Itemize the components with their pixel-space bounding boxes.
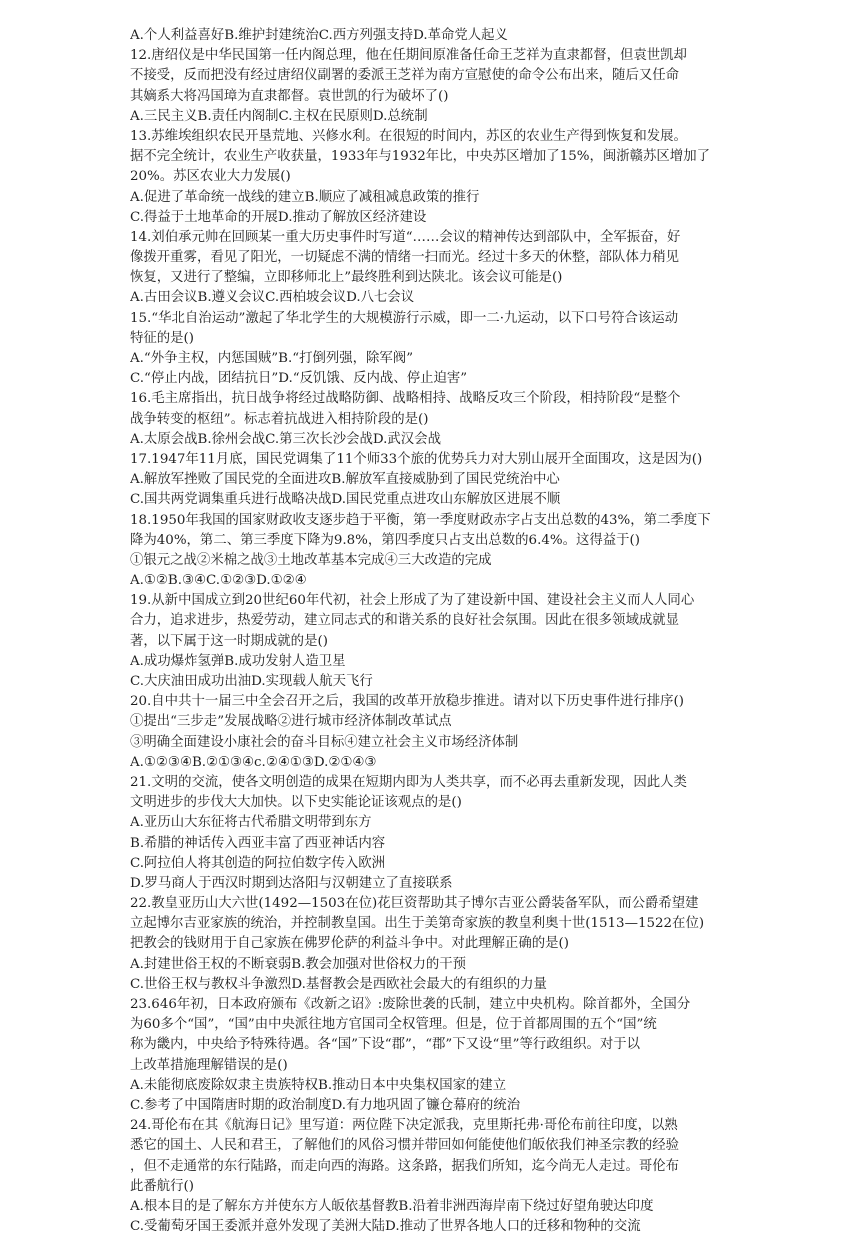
text-line: C.得益于土地革命的开展D.推动了解放区经济建设 — [130, 209, 427, 225]
text-line: 23.646年初，日本政府颁布《改新之诏》:废除世袭的氏制，建立中央机构。除首都外，全国分 — [130, 997, 691, 1012]
text-line: A.封建世俗王权的不断衰弱B.教会加强对世俗权力的干预 — [130, 956, 467, 972]
text-line: 著，以下属于这一时期成就的是() — [130, 633, 328, 649]
text-line: 16.毛主席指出，抗日战争将经过战略防御、战略相持、战略反攻三个阶段，相持阶段“是整个 — [130, 391, 681, 407]
text-line: 24.哥伦布在其《航海日记》里写道：两位陛下决定派我，克里斯托弗·哥伦布前往印度，以熟 — [130, 1118, 678, 1134]
text-line: A.成功爆炸氢弹B.成功发射人造卫星 — [130, 653, 346, 669]
text-line: D.罗马商人于西汉时期到达洛阳与汉朝建立了直接联系 — [130, 875, 453, 891]
text-line: A.古田会议B.遵义会议C.西柏坡会议D.八七会议 — [130, 290, 415, 306]
text-line: ①银元之战②米棉之战③土地改革基本完成④三大改造的完成 — [130, 552, 492, 568]
text-line: ③明确全面建设小康社会的奋斗目标④建立社会主义市场经济体制 — [130, 734, 519, 750]
text-line: C.大庆油田成功出油D.实现载人航天飞行 — [130, 674, 373, 689]
text-line: A.解放军挫败了国民党的全面进攻B.解放军直接威胁到了国民党统治中心 — [130, 472, 560, 488]
text-line: 像拨开重雾，看见了阳光，一切疑虑不满的情绪一扫而光。经过十多天的休整，部队体力稍见 — [130, 250, 680, 266]
text-line: 据不完全统计，农业生产收获量，1933年与1932年比，中央苏区增加了15%，闽浙赣苏区增加了 — [130, 149, 710, 165]
text-line: 上改革措施理解错误的是() — [130, 1057, 288, 1073]
text-line: 降为40%，第二、第三季度下降为9.8%，第四季度只占支出总数的6.4%。这得益于() — [130, 532, 640, 548]
text-line: 把教会的钱财用于自己家族在佛罗伦萨的利益斗争中。对此理解正确的是() — [130, 936, 569, 952]
text-line: 12.唐绍仪是中华民国第一任内阁总理，他在任期间原准备任命王芝祥为直隶都督，但袁世凯却 — [130, 48, 687, 64]
text-line: ，但不走通常的东行陆路，而走向西的海路。这条路，据我们所知，迄今尚无人走过。哥伦布 — [130, 1158, 680, 1174]
text-line: 战争转变的枢纽”。标志着抗战进入相持阶段的是() — [130, 411, 429, 427]
text-line: A.个人利益喜好B.维护封建统治C.西方列强支持D.革命党人起义 — [130, 28, 508, 43]
text-line: 不接受，反而把没有经过唐绍仪副署的委派王芝祥为南方宣慰使的命令公布出来，随后又任命 — [130, 68, 680, 84]
text-line: 22.教皇亚历山大六世(1492—1503在位)花巨资帮助其子博尔吉亚公爵装备军队，而公爵希望建 — [130, 896, 699, 912]
text-line: 其嫡系大将冯国璋为直隶都督。袁世凯的行为破坏了() — [130, 88, 449, 104]
text-line: A.太原会战B.徐州会战C.第三次长沙会战D.武汉会战 — [130, 431, 441, 447]
text-line: A.未能彻底废除奴隶主贵族特权B.推动日本中央集权国家的建立 — [130, 1077, 507, 1093]
text-line: 17.1947年11月底，国民党调集了11个师33个旅的优势兵力对大别山展开全面围攻，这是因为() — [130, 451, 703, 467]
text-line: C.参考了中国隋唐时期的政治制度D.有力地巩固了镰仓幕府的统治 — [130, 1097, 521, 1113]
text-line: 合力，追求进步，热爱劳动，建立同志式的和谐关系的良好社会氛围。因此在很多领域成就显 — [130, 613, 680, 629]
text-line: 21.文明的交流，使各文明创造的成果在短期内即为人类共享，而不必再去重新发现，因此人类 — [130, 774, 687, 790]
text-line: 特征的是() — [130, 330, 195, 346]
text-line: A.①②B.③④C.①②③D.①②④ — [130, 573, 307, 589]
text-line: 此番航行() — [130, 1178, 195, 1194]
text-line: 立起博尔吉亚家族的统治，并控制教皇国。出生于美第奇家族的教皇利奥十世(1513—1522在位) — [130, 916, 705, 932]
text-line: A.三民主义B.责任内阁制C.主权在民原则D.总统制 — [130, 108, 428, 124]
text-line: A.亚历山大东征将古代希腊文明带到东方 — [130, 815, 372, 831]
text-line: 20.自中共十一届三中全会召开之后，我国的改革开放稳步推进。请对以下历史事件进行排序() — [130, 694, 684, 710]
text-line: A.根本目的是了解东方并使东方人皈依基督教B.沿着非洲西海岸南下绕过好望角驶达印度 — [130, 1198, 654, 1214]
text-line: 15.“华北自治运动”激起了华北学生的大规模游行示威，即一二·九运动，以下口号符合该运动 — [130, 310, 679, 326]
text-line: C.世俗王权与教权斗争激烈D.基督教会是西欧社会最大的有组织的力量 — [130, 976, 547, 992]
text-line: C.国共两党调集重兵进行战略决战D.国民党重点进攻山东解放区进展不顺 — [130, 492, 561, 508]
text-line: C.受葡萄牙国王委派并意外发现了美洲大陆D.推动了世界各地人口的迁移和物种的交流 — [130, 1219, 641, 1235]
text-line: B.希腊的神话传入西亚丰富了西亚神话内容 — [130, 835, 386, 851]
text-line: 悉它的国土、人民和君王，了解他们的风俗习惯并带回如何能使他们皈依我们神圣宗教的经验 — [130, 1138, 680, 1154]
text-line: 20%。苏区农业大力发展() — [130, 169, 291, 185]
text-line: A.“外争主权，内惩国贼”B.“打倒列强，除军阀” — [130, 351, 414, 366]
text-line: A.①②③④B.②①③④c.②④①③D.②①④③ — [130, 754, 377, 770]
text-line: C.“停止内战，团结抗日”D.“反饥饿、反内战、停止迫害” — [130, 371, 468, 387]
text-line: 为60多个“国”，“国”由中央派往地方官国司全权管理。但是，位于首都周围的五个“国”统 — [130, 1017, 657, 1033]
text-line: C.阿拉伯人将其创造的阿拉伯数字传入欧洲 — [130, 855, 386, 871]
text-line: 13.苏维埃组织农民开垦荒地、兴修水利。在很短的时间内，苏区的农业生产得到恢复和发展。 — [130, 128, 687, 144]
text-line: ①提出“三步走”发展战略②进行城市经济体制改革试点 — [130, 714, 452, 730]
text-line: 14.刘伯承元帅在回顾某一重大历史事件时写道“……会议的精神传达到部队中，全军振奋，好 — [130, 229, 681, 245]
text-line: 19.从新中国成立到20世纪60年代初，社会上形成了为了建设新中国、建设社会主义而人人同心 — [130, 593, 695, 609]
text-line: 18.1950年我国的国家财政收支逐步趋于平衡，第一季度财政赤字占支出总数的43%，第二季度下 — [130, 512, 711, 528]
text-line: 文明进步的步伐大大加快。以下史实能论证该观点的是() — [130, 795, 462, 811]
text-line: 称为畿内，中央给予特殊待遇。各“国”下设“郡”，“郡”下又设“里”等行政组织。对于以 — [130, 1037, 641, 1053]
text-line: A.促进了革命统一战线的建立B.顺应了减租减息政策的推行 — [130, 189, 480, 205]
document-page — [130, 26, 760, 1237]
text-line: 恢复，又进行了整编，立即移师北上”最终胜利到达陕北。该会议可能是() — [130, 270, 563, 286]
